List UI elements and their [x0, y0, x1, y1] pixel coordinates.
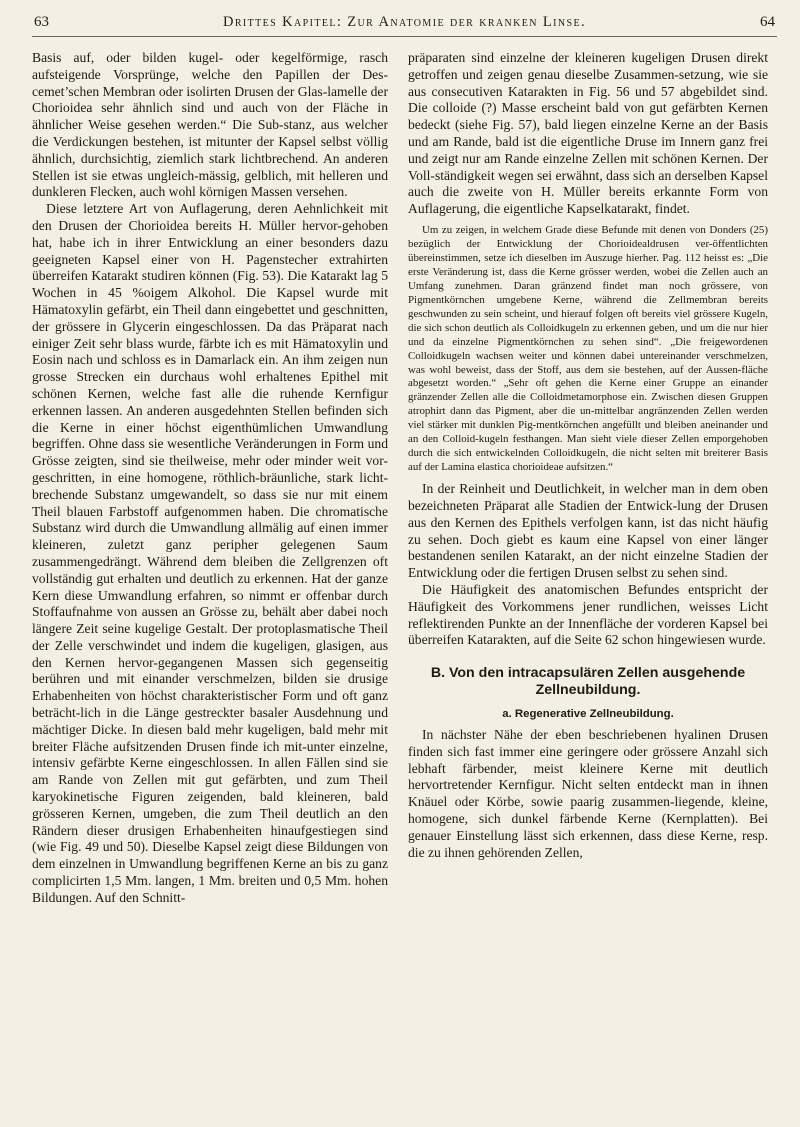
subsection-title: a. Regenerative Zellneubildung. — [502, 708, 674, 721]
paragraph: präparaten sind einzelne der kleineren kugeligen Drusen direkt getroffen und zeigen genau dieselbe Zusammen-setzung, wie sie aus consecutiven Katarakten in Fig. 56 und 57 abgebildet sind. Die colloide (?) Masse erscheint bald von gut gefärbten Kernen bedeckt (siehe Fig. 57), bald liegen einzelne Kerne an der Basis und am Rande, bald ist die eigentliche Druse im Innern ganz frei und zeigt nur am Rande einzelne Zellen mit schönen Kernen. Der Voll-ständigkeit wegen sei erwähnt, dass sich an derselben Kapsel auch die zweite von H. Müller bereits erkannte Form von Auflagerung, die eigentliche Kapselkatarakt, findet. — [408, 50, 768, 217]
right-column — [408, 50, 768, 861]
paragraph: In nächster Nähe der eben beschriebenen hyalinen Drusen finden sich fast immer eine geringere oder grössere Anzahl sich lebhaft färbender, meist kleinere Kerne mit deutlich hervortretender Kernfigur. Nicht selten entdeckt man in ihnen Knäuel oder Körbe, sowie paarig zusammen-liegende, kleine, homogene, sich dunkel färbende Kerne (Kernplatten). Bei genauer Einstellung lässt sich erkennen, dass diese Kerne, resp. die zu ihnen gehörenden Zellen, — [408, 727, 768, 860]
running-title: Drittes Kapitel: Zur Anatomie der kranken Linse. — [222, 14, 587, 30]
paragraph: Basis auf, oder bilden kugel- oder kegelförmige, rasch aufsteigende Vorsprünge, welche den Papillen der Des-cemet’schen Membran oder isolirten Drusen der Glas-lamelle der Chorioidea sehr ähnlich sind und auch von der Fläche in ähnlicher Weise gesehen werden.“ Die Sub-stanz, aus welcher die Verdickungen bestehen, ist mitunter der Kapsel selbst völlig ähnlich, durchsichtig, ziemlich stark lichtbrechend. An anderen Stellen ist sie etwas ungleich-mässig, gelblich, mit helleren und dunkleren Flecken, auch wohl körnigen Massen versehen. — [32, 50, 388, 200]
page-number-right: 64 — [760, 14, 775, 30]
paragraph: In der Reinheit und Deutlichkeit, in welcher man in dem oben bezeichneten Präparat alle Stadien der Entwick-lung der Drusen aus den Kernen des Epithels verfolgen kann, ist das nicht häufig zu sehen. Doch giebt es kaum eine Kapsel von einer länger bestandenen senilen Katarakt, an der nicht einzelne Stadien der Entwicklung oder die fertigen Drusen selbst zu sehen sind. — [408, 481, 768, 581]
paragraph: Die Häufigkeit des anatomischen Befundes entspricht der Häufigkeit des Vorkommens jener rundlichen, weisses Licht reflektirenden Punkte an der Innenfläche der vorderen Kapsel bei überreifen Katarakten, auf die Seite 62 schon hingewiesen wurde. — [408, 581, 768, 648]
section-title: B. Von den intracapsulären Zellen ausgehende Zellneubildung. — [430, 665, 746, 699]
footnote-quote: Um zu zeigen, in welchem Grade diese Befunde mit denen von Donders (25) bezüglich der Entwicklung der Chorioidealdrusen ver-öffentlichten übereinstimmen, setze ich dieselben im Auszuge hierher. Pag. 112 heisst es: „Die erste Veränderung ist, dass die Kerne grösser werden, wobei die Zellen auch an Umfang zunehmen. Daran gränzend findet man noch grössere, von Pigmentkörnchen umgebene Kerne, während die Zellmembran bereits geschwunden zu sein scheint, und hierauf folgen oft bereits viel grössere Kugeln, die sich schon deutlich als Colloidkugeln zu erkennen geben, und um die nur hier und da einzelne Pigmentkörnchen zu sehen sind“. „Die freigewordenen Colloidkugeln wachsen weiter und können dabei untereinander verschmelzen, was wohl beweist, dass der Stoff, aus dem sie bestehen, auf der Aussen-fläche abgesetzt worden.“ „Sehr oft gehen die Kerne einer Gruppe an einander gränzender Zellen alle die Colloidmetamorphose ein. Zwischen diesen Gruppen atrophirt dann das Pigment, aber die un-mittelbar angränzenden Zellen werden viel stärker mit dunklen Pig-mentkörnchen angefüllt und bleiben aneinander und an den Colloid-kugeln festhangen. Man sieht viele dieser Zellen emporgehoben durch die sich entwickelnden Colloidkugeln, die nicht selten mit breiterer Basis auf der Lamina elastica chorioideae aufsitzen.“ — [408, 223, 768, 474]
page-number-left: 63 — [34, 14, 49, 30]
left-column — [32, 50, 388, 907]
paragraph: Diese letztere Art von Auflagerung, deren Aehnlichkeit mit den Drusen der Chorioidea bereits H. Müller hervor-gehoben hat, habe ich in ihrer Entwicklung an einer besonders dazu geeigneten Kapsel einer von H. Pagenstecher extrahirten überreifen Katarakt studiren können (Fig. 53). Die Katarakt lag 5 Wochen in 45 %oigem Alkohol. Die Kapsel wurde mit Hämatoxylin gefärbt, ein Theil dann eingebettet und geschnitten, der grössere in Glycerin eingeschlossen. Da das Präparat nach einiger Zeit sehr blass wurde, färbte ich es mit Hämatoxylin und Eosin nach und schloss es in Damarlack ein. An ihm zeigen nun grosse Strecken ein durchaus wohl erhaltenes Epithel mit schönen Kernen, welche fast alle die ruhende Kernfigur erkennen lassen. An anderen ausgedehnten Stellen befinden sich die Kerne in einer höchst eigenthümlichen Umwandlung begriffen. Ohne dass sie wesentliche Veränderungen in Form und Grösse zeigten, sind sie theilweise, mehr oder minder weit vor-geschritten, in eine homogene, röthlich-bräunliche, stark licht-brechende Substanz umgewandelt, so dass sie nur mit einem Theil blauen Farbstoff aufgenommen haben. Die chromatische Substanz wird durch die Umwandlung allmälig auf einen immer kleineren, zuletzt ganz peripher gelegenen Saum zusammengedrängt. Während dem bleiben die Zellgrenzen oft vollständig gut erhalten und deutlich zu erkennen. Hat der ganze Kern diese Umwandlung erfahren, so nimmt er offenbar durch Stoffaufnahme von aussen an Grösse zu, behält aber dabei noch längere Zeit seine kugelige Gestalt. Der protoplasmatische Theil der Zelle verschwindet und indem die kugeligen, glasigen, aus den Kernen hervor-gegangenen Massen sich gegenseitig berühren und mit einander verschmelzen, bilden sie drusige Erhabenheiten von höchst charakteristischer Form und oft ganz beträcht-lich in die Länge gestreckter basaler Ausdehnung und mächtiger Dicke. In diesen bald mehr kugeligen, bald mehr mit breiter Fläche aufsitzenden Drusen finde ich mit-unter einzelne, intensiv gefärbte Kerne eingeschlossen. In allen Fällen sind sie am Rande von Zellen mit gut gefärbten, und zum Theil karyokinetische Figuren zeigenden, bald kleineren, bald grösseren Kernen, umgeben, die zum Theil deutlich an den Rändern dieser drusigen Erhabenheiten hinaufgestiegen sind (wie Fig. 49 und 50). Dieselbe Kapsel zeigt diese Bildungen von dem einzelnen in Umwandlung begriffenen Kerne an bis zu ganz complicirten 1,5 Mm. langen, 1 Mm. breiten und 0,5 Mm. hohen Bildungen. Auf den Schnitt- — [32, 201, 388, 905]
running-header — [32, 12, 777, 37]
